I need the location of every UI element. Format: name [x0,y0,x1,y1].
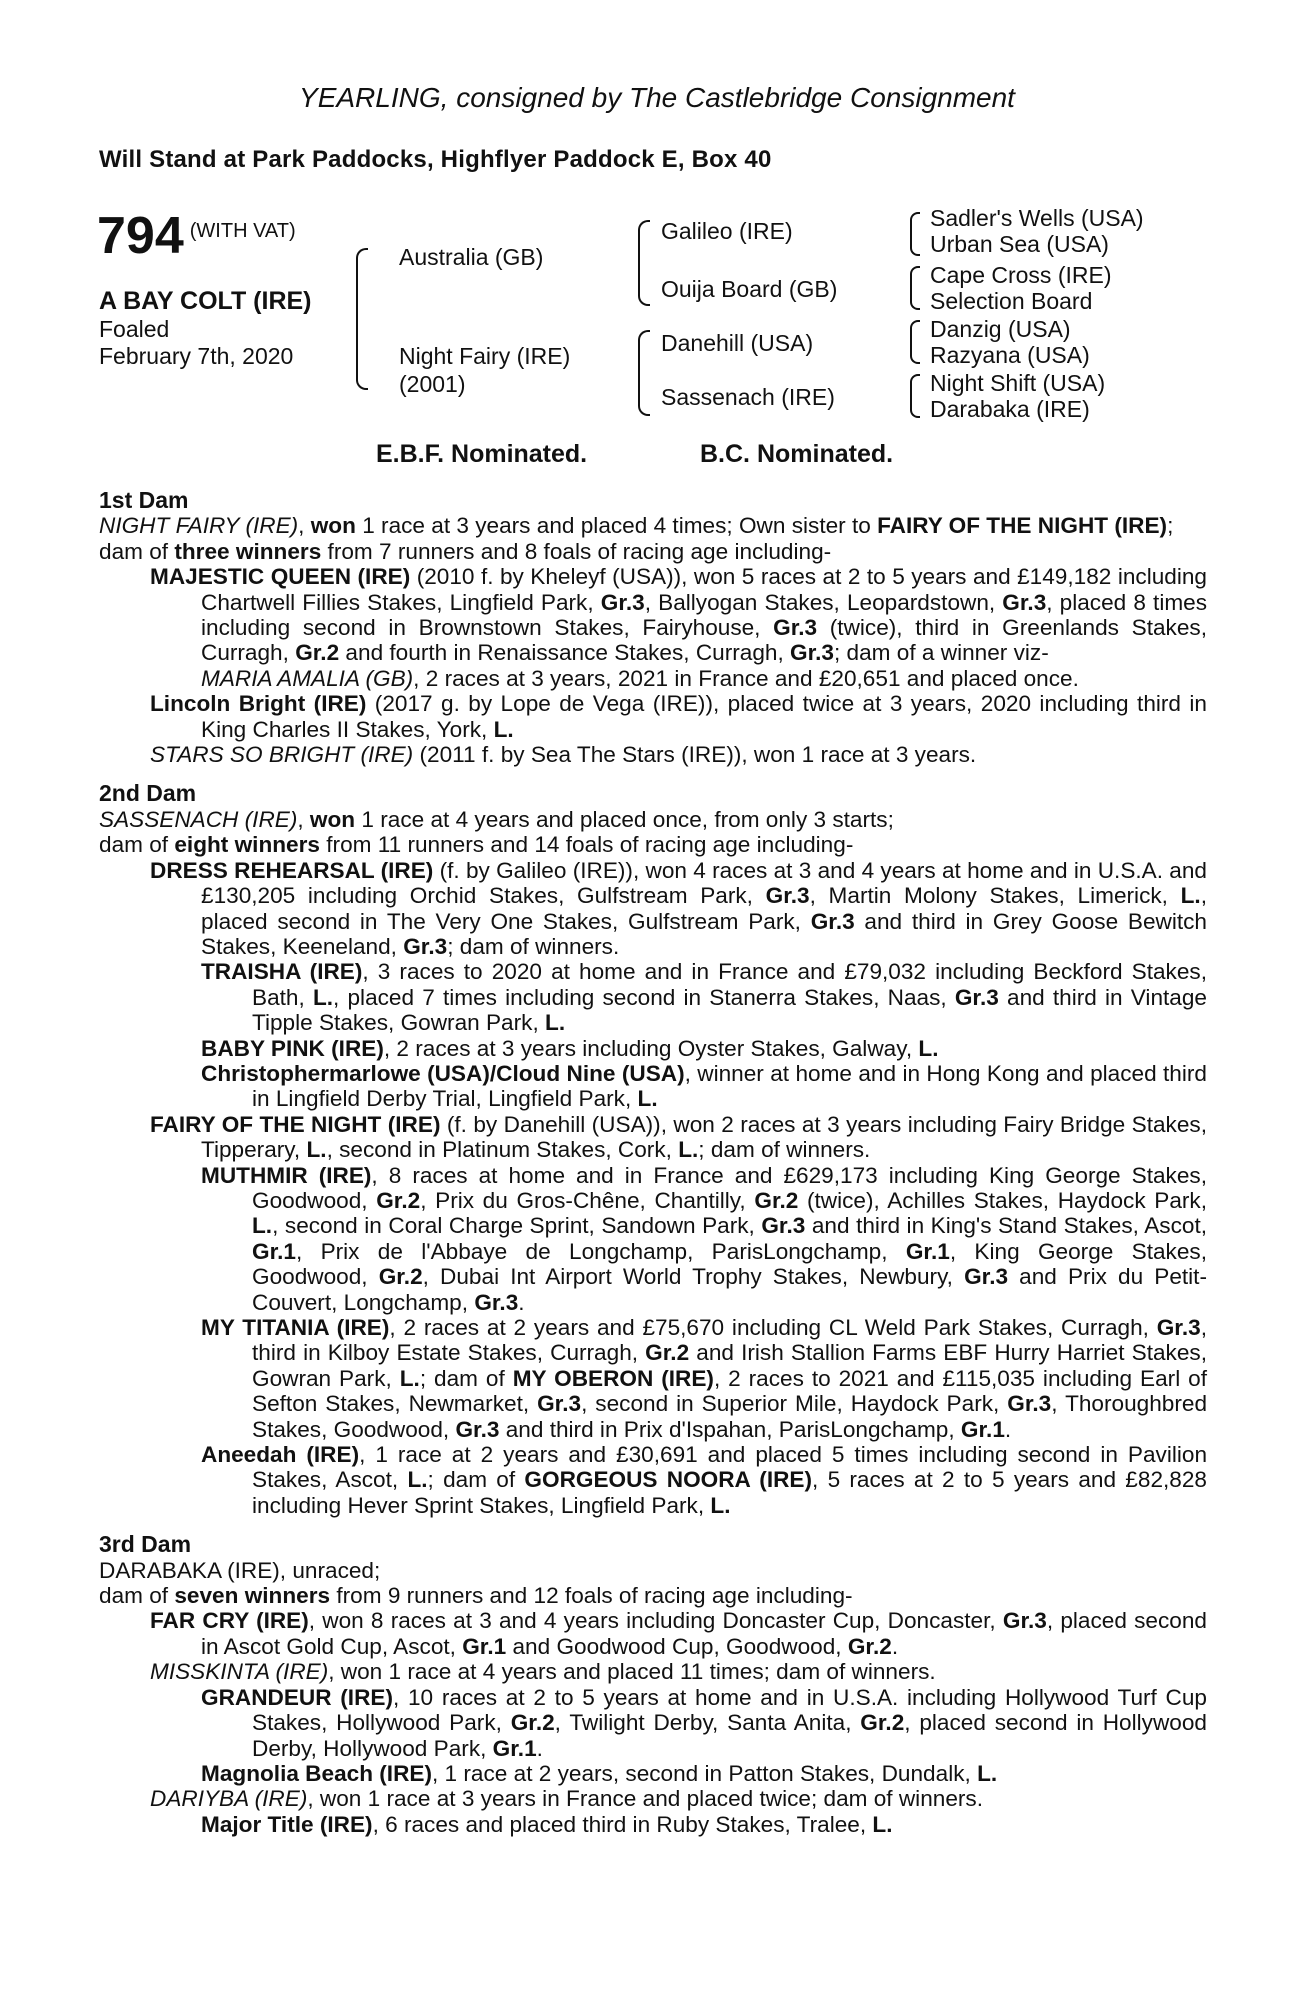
produce-muthmir: MUTHMIR (IRE), 8 races at home and in France and £629,173 including King George Stakes, Goodwood, Gr.2, Prix du Gros-Chêne, Chantilly, Gr.2 (twice), Achilles Stakes, Haydock Park, L., second in Coral Charge Sprint, Sandown Park, Gr.3 and third in King's Stand Stakes, Ascot, Gr.1, Prix de l'Abbaye de Longchamp, ParisLongchamp, Gr.1, King George Stakes, Goodwood, Gr.2, Dubai Int Airport World Trophy Stakes, Newbury, Gr.3 and Prix du Petit-Couvert, Longchamp, Gr.3. [201,1162,1208,1315]
produce-maria-amalia: MARIA AMALIA (GB), 2 races at 3 years, 2021 in France and £20,651 and placed once. [201,665,1079,691]
grandsire-1: Sadler's Wells (USA) [930,205,1144,231]
produce-dress-rehearsal: DRESS REHEARSAL (IRE) (f. by Galileo (IRE)), won 4 races at 3 and 4 years at home and in U.S.A. and £130,205 including Orchid Stakes, Gulfstream Park, Gr.3, Martin Molony Stakes, Limerick, L., placed second in The Very One Stakes, Gulfstream Park, Gr.3 and third in Grey Goose Bewitch Stakes, Keeneland, Gr.3; dam of winners. [150,857,1207,959]
foaled-info: Foaled February 7th, 2020 [99,316,294,369]
sire-sire: Galileo (IRE) [661,218,793,244]
consignor-line: YEARLING, consigned by The Castlebridge Consignment [299,82,1015,113]
sire-dam: Ouija Board (GB) [661,276,838,302]
produce-magnolia-beach: Magnolia Beach (IRE), 1 race at 2 years, second in Patton Stakes, Dundalk, L. [201,1760,998,1786]
ebf-nomination: E.B.F. Nominated. [376,440,588,468]
produce-christophermarlowe: Christophermarlowe (USA)/Cloud Nine (USA), winner at home and in Hong Kong and placed third in Lingfield Derby Trial, Lingfield Park, L. [201,1060,1207,1112]
bc-nomination: B.C. Nominated. [700,440,894,468]
pedigree-bracket-dam [638,330,650,416]
second-dam-record: SASSENACH (IRE), won 1 race at 4 years and placed once, from only 3 starts; [99,806,894,832]
grandsire-6: Razyana (USA) [930,342,1090,368]
dam-year: (2001) [399,371,466,397]
produce-traisha: TRAISHA (IRE), 3 races to 2020 at home and in France and £79,032 including Beckford Stakes, Bath, L., placed 7 times including second in Stanerra Stakes, Naas, Gr.3 and third in Vintage Tipple Stakes, Gowran Park, L. [201,959,1207,1036]
grandsire-5: Danzig (USA) [930,316,1071,342]
produce-major-title: Major Title (IRE), 6 races and placed third in Ruby Stakes, Tralee, L. [201,1811,893,1837]
produce-baby-pink: BABY PINK (IRE), 2 races at 3 years including Oyster Stakes, Galway, L. [201,1035,939,1061]
pedigree-bracket-main [356,248,368,390]
third-dam-heading: 3rd Dam [99,1531,192,1558]
sire: Australia (GB) [399,244,544,270]
pedigree-bracket-g3 [910,320,920,364]
first-dam-summary: dam of three winners from 7 runners and 8 foals of racing age including- [99,538,832,564]
produce-record [99,488,1207,1837]
produce-my-titania: MY TITANIA (IRE), 2 races at 2 years and £75,670 including CL Weld Park Stakes, Curragh, Gr.3, third in Kilboy Estate Stakes, Curragh, Gr.2 and Irish Stallion Farms EBF Hurry Harriet Stakes, Gowran Park, L.; dam of MY OBERON (IRE), 2 races to 2021 and £115,035 including Earl of Sefton Stakes, Newmarket, Gr.3, second in Superior Mile, Haydock Park, Gr.3, Thoroughbred Stakes, Goodwood, Gr.3 and third in Prix d'Ispahan, ParisLongchamp, Gr.1. [201,1315,1208,1442]
first-dam-heading: 1st Dam [99,487,189,513]
vat-note: (WITH VAT) [189,220,296,242]
grandsire-3: Cape Cross (IRE) [930,262,1112,288]
grandsire-4: Selection Board [930,288,1093,314]
grandsire-7: Night Shift (USA) [930,370,1106,396]
produce-fairy-of-the-night: FAIRY OF THE NIGHT (IRE) (f. by Danehill (USA)), won 2 races at 3 years including Fairy Bridge Stakes, Tipperary, L., second in Platinum Stakes, Cork, L.; dam of winners. [150,1111,1207,1163]
produce-majestic-queen: MAJESTIC QUEEN (IRE) (2010 f. by Kheleyf (USA)), won 5 races at 2 to 5 years and £149,182 including Chartwell Fillies Stakes, Lingfield Park, Gr.3, Ballyogan Stakes, Leopardstown, Gr.3, placed 8 times including second in Brownstown Stakes, Fairyhouse, Gr.3 (twice), third in Greenlands Stakes, Curragh, Gr.2 and fourth in Renaissance Stakes, Curragh, Gr.3; dam of a winner viz- [150,564,1208,666]
produce-lincoln-bright: Lincoln Bright (IRE) (2017 g. by Lope de Vega (IRE)), placed twice at 3 years, 2020 including third in King Charles II Stakes, York, L. [150,691,1207,742]
pedigree-bracket-g1 [910,212,920,256]
dam: Night Fairy (IRE) [399,343,571,369]
third-dam-record: DARABAKA (IRE), unraced; [99,1557,381,1583]
pedigree-bracket-sire [638,220,650,306]
second-dam-summary: dam of eight winners from 11 runners and 14 foals of racing age including- [99,832,854,858]
produce-misskinta: MISSKINTA (IRE), won 1 race at 4 years and placed 11 times; dam of winners. [150,1659,936,1685]
produce-grandeur: GRANDEUR (IRE), 10 races at 2 to 5 years at home and in U.S.A. including Hollywood Turf Cup Stakes, Hollywood Park, Gr.2, Twilight Derby, Santa Anita, Gr.2, placed second in Hollywood Derby, Hollywood Park, Gr.1. [201,1684,1207,1761]
first-dam-record: NIGHT FAIRY (IRE), won 1 race at 3 years and placed 4 times; Own sister to FAIRY OF THE NIGHT (IRE); [99,513,1174,539]
pedigree-bracket-g4 [910,374,920,418]
third-dam-summary: dam of seven winners from 9 runners and 12 foals of racing age including- [99,1583,853,1609]
second-dam-heading: 2nd Dam [99,780,197,807]
grandsire-2: Urban Sea (USA) [930,231,1109,257]
grandsire-8: Darabaka (IRE) [930,396,1090,422]
dam-sire: Danehill (USA) [661,330,814,356]
produce-aneedah: Aneedah (IRE), 1 race at 2 years and £30,691 and placed 5 times including second in Pavilion Stakes, Ascot, L.; dam of GORGEOUS NOORA (IRE), 5 races at 2 to 5 years and £82,828 including Hever Sprint Stakes, Lingfield Park, L. [201,1442,1208,1518]
stand-location: Will Stand at Park Paddocks, Highflyer Paddock E, Box 40 [99,146,772,173]
lot-number: 794 $^{(WITH VAT)}$ [97,207,296,265]
dam-dam: Sassenach (IRE) [661,384,835,410]
produce-stars-so-bright: STARS SO BRIGHT (IRE) (2011 f. by Sea The Stars (IRE)), won 1 race at 3 years. [150,742,977,768]
produce-dariyba: DARIYBA (IRE), won 1 race at 3 years in France and placed twice; dam of winners. [150,1786,983,1812]
horse-name: A BAY COLT (IRE) [99,287,312,315]
pedigree-bracket-g2 [910,266,920,310]
produce-far-cry: FAR CRY (IRE), won 8 races at 3 and 4 years including Doncaster Cup, Doncaster, Gr.3, placed second in Ascot Gold Cup, Ascot, Gr.1 and Goodwood Cup, Goodwood, Gr.2. [150,1608,1207,1659]
